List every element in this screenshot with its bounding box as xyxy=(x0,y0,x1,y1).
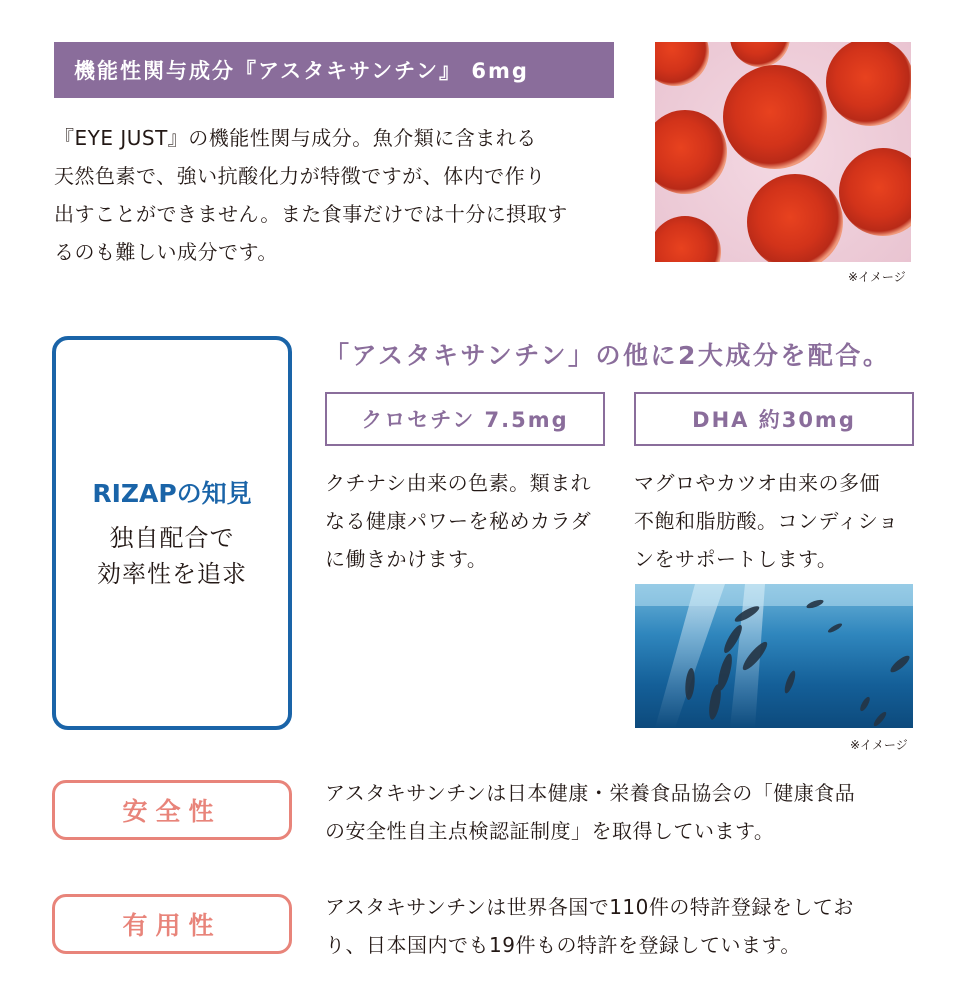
rizap-subtitle xyxy=(97,520,247,592)
rizap-subtitle-line: 独自配合で xyxy=(109,524,235,552)
description-line: アスタキサンチンは日本健康・栄養食品協会の「健康食品 xyxy=(325,781,856,805)
description-line: るのも難しい成分です。 xyxy=(54,240,278,264)
rizap-insight-box xyxy=(52,336,292,730)
dha-label: DHA 約30mg xyxy=(634,392,914,446)
utility-label: 有用性 xyxy=(52,894,292,954)
rizap-title: RIZAPの知見 xyxy=(92,479,252,508)
description-line: の安全性自主点検認証制度」を取得しています。 xyxy=(325,819,775,843)
dha-image-note: ※イメージ xyxy=(850,738,908,752)
cells-illustration xyxy=(655,42,911,262)
utility-description xyxy=(325,888,945,964)
description-line: クチナシ由来の色素。類まれ xyxy=(325,471,592,495)
astaxanthin-heading: 機能性関与成分『アスタキサンチン』 6mg xyxy=(54,42,614,98)
description-line: マグロやカツオ由来の多価 xyxy=(634,471,880,495)
fish-illustration xyxy=(635,584,913,728)
description-line: 不飽和脂肪酸。コンディショ xyxy=(634,509,899,533)
safety-description xyxy=(325,774,945,850)
dha-fish-image xyxy=(635,584,913,728)
astaxanthin-description xyxy=(54,119,629,271)
crocetin-description xyxy=(325,464,615,578)
description-line: に働きかけます。 xyxy=(325,547,488,571)
description-line: 天然色素で、強い抗酸化力が特徴ですが、体内で作り xyxy=(54,164,546,188)
dha-description xyxy=(634,464,934,578)
description-line: り、日本国内でも19件もの特許を登録しています。 xyxy=(325,933,801,957)
safety-label: 安全性 xyxy=(52,780,292,840)
rizap-subtitle-line: 効率性を追求 xyxy=(97,560,247,588)
astaxanthin-cells-image xyxy=(655,42,911,262)
description-line: なる健康パワーを秘めカラダ xyxy=(325,509,592,533)
description-line: 出すことができません。また食事だけでは十分に摂取す xyxy=(54,202,568,226)
description-line: 『EYE JUST』の機能性関与成分。魚介類に含まれる xyxy=(54,126,537,150)
blend-heading: 「アスタキサンチン」の他に2大成分を配合。 xyxy=(324,341,891,370)
astaxanthin-image-note: ※イメージ xyxy=(848,270,906,284)
description-line: ンをサポートします。 xyxy=(634,547,838,571)
description-line: アスタキサンチンは世界各国で110件の特許登録をしてお xyxy=(325,895,854,919)
crocetin-label: クロセチン 7.5mg xyxy=(325,392,605,446)
